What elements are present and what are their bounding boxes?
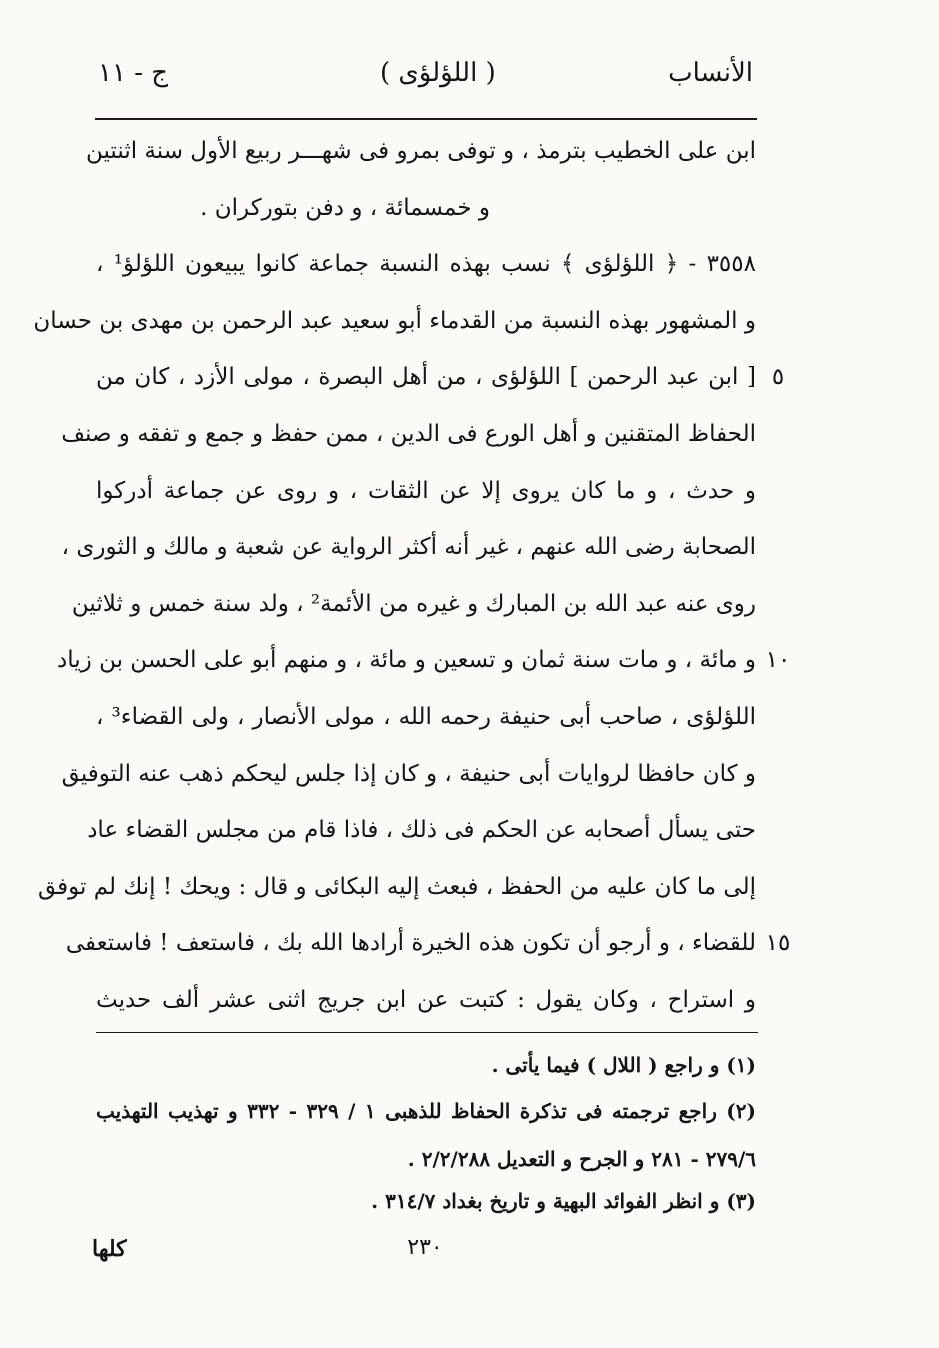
body-line: إلى ما كان عليه من الحفظ ، فبعث إليه البكائى و قال : ويحك ! إنك لم توفق	[37, 873, 756, 900]
body-line: الصحابة رضى الله عنهم ، غير أنه أكثر الرواية عن شعبة و مالك و الثورى ،	[61, 534, 756, 561]
body-line: ابن على الخطيب بترمذ ، و توفى بمرو فى شهـــر ربيع الأول سنة اثنتين	[85, 138, 756, 164]
line-number-marker: ١٥	[765, 930, 791, 957]
volume-number: ج - ١١	[98, 58, 169, 88]
body-line: اللؤلؤى ، صاحب أبى حنيفة رحمه الله ، مولى الأنصار ، ولى القضاء³ ،	[96, 704, 756, 730]
footnote: (١) و راجع ( اللال ) فيما يأتى .	[491, 1053, 756, 1077]
line-number-marker: ١٠	[765, 647, 791, 674]
footnote: (٣) و انظر الفوائد البهية و تاريخ بغداد ٣١٤/٧ .	[371, 1189, 756, 1213]
catchword: كلها	[92, 1236, 127, 1262]
body-line: الحفاظ المتقنين و أهل الورع فى الدين ، ممن حفظ و جمع و تفقه و صنف	[61, 421, 756, 447]
body-line: و كان حافظا لروايات أبى حنيفة ، و كان إذا جلس ليحكم ذهب عنه التوفيق	[61, 760, 756, 787]
body-line: حتى يسأل أصحابه عن الحكم فى ذلك ، فاذا قام من مجلس القضاء عاد	[87, 817, 756, 844]
footnote: ٢٧٩/٦ - ٢٨١ و الجرح و التعديل ٢/٢/٢٨٨ .	[407, 1147, 756, 1171]
body-line: ٣٥٥٨ - ﴿ اللؤلؤى ﴾ نسب بهذه النسبة جماعة كانوا يبيعون اللؤلؤ¹ ،	[96, 251, 756, 278]
body-line: و المشهور بهذه النسبة من القدماء أبو سعيد عبد الرحمن بن مهدى بن حسان	[33, 307, 756, 334]
book-title: الأنساب	[668, 58, 753, 88]
body-line: و مائة ، و مات سنة ثمان و تسعين و مائة ، و منهم أبو على الحسن بن زياد	[57, 647, 756, 674]
line-number-marker: ٥	[771, 364, 785, 391]
entry-title: ( اللؤلؤى )	[380, 58, 496, 88]
body-line: روى عنه عبد الله بن المبارك و غيره من الأئمة² ، ولد سنة خمس و ثلاثين	[71, 590, 756, 617]
body-line: و حدث ، و ما كان يروى إلا عن الثقات ، و روى عن جماعة أدركوا	[96, 477, 756, 504]
body-line: و خمسمائة ، و دفن بتوركران .	[200, 194, 490, 221]
header-rule	[95, 118, 757, 120]
footnote-rule	[96, 1032, 758, 1033]
body-line: [ ابن عبد الرحمن ] اللؤلؤى ، من أهل البصرة ، مولى الأزد ، كان من	[96, 364, 756, 391]
body-line: للقضاء ، و أرجو أن تكون هذه الخيرة أرادها الله بك ، فاستعف ! فاستعفى	[65, 930, 756, 957]
footnote: (٢) راجع ترجمته فى تذكرة الحفاظ للذهبى ١ / ٣٢٩ - ٣٣٢ و تهذيب التهذيب	[96, 1099, 756, 1123]
body-line: و استراح ، وكان يقول : كتبت عن ابن جريج اثنى عشر ألف حديث	[96, 987, 756, 1013]
page-number: ٢٣٠	[407, 1235, 443, 1260]
